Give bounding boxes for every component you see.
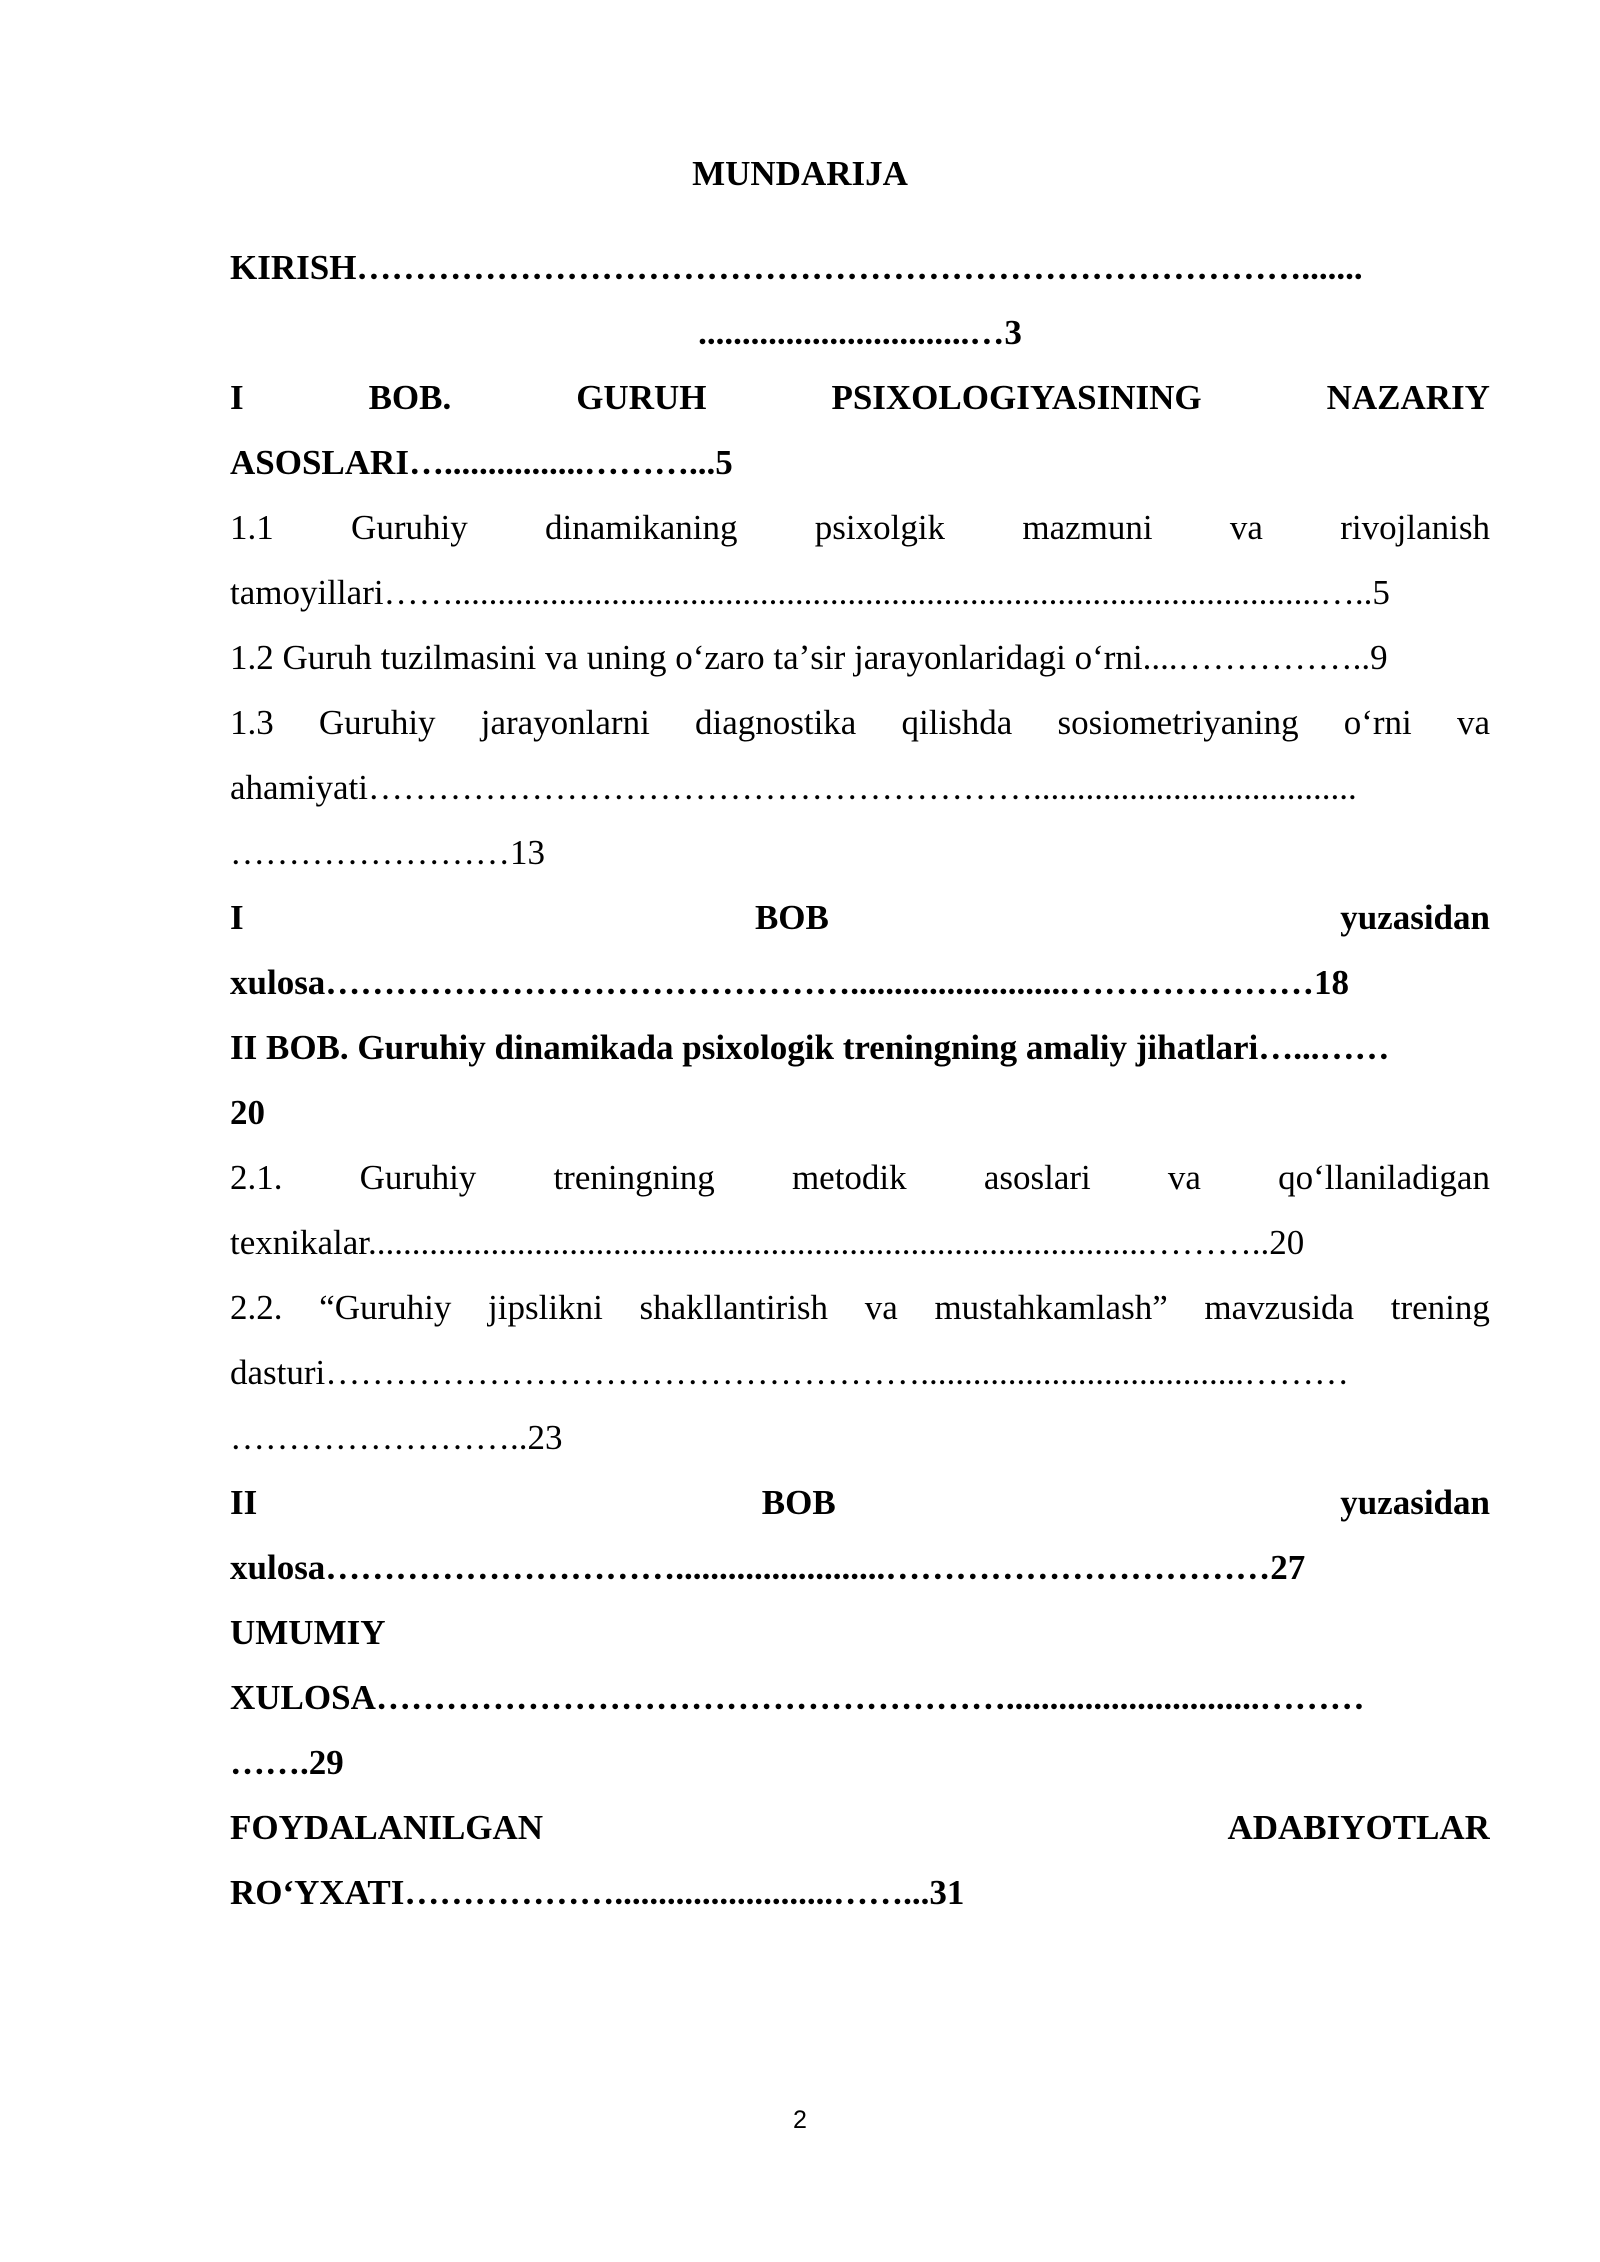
toc-word: I — [230, 378, 244, 417]
toc-entry-foydalanilgan — [230, 1795, 1490, 1860]
toc-word: “Guruhiy — [319, 1288, 452, 1327]
toc-word: BOB — [761, 1483, 836, 1522]
toc-word: FOYDALANILGAN — [230, 1808, 544, 1847]
toc-entry-bob2-page: 20 — [230, 1093, 265, 1132]
toc-word: va — [864, 1288, 898, 1327]
toc-entry-1-3-page: ……………………13 — [230, 833, 545, 872]
toc-word: va — [1456, 703, 1490, 742]
toc-entry-1-3 — [230, 690, 1490, 755]
toc-entry-bob1 — [230, 365, 1490, 430]
toc-word: oʻrni — [1343, 703, 1412, 742]
toc-word: mustahkamlash” — [934, 1288, 1168, 1327]
toc-entry-1-3-line2: ahamiyati…………………………………………………..................................... — [230, 768, 1357, 807]
toc-word: 2.1. — [230, 1158, 283, 1197]
toc-word: asoslari — [983, 1158, 1091, 1197]
toc-word: shakllantirish — [639, 1288, 829, 1327]
toc-word: jipslikni — [488, 1288, 603, 1327]
toc-entry-2-2 — [230, 1275, 1490, 1340]
toc-entry-kirish-page: ...............................…3 — [698, 313, 1022, 352]
toc-entry-bob1-page: ASOSLARI…................………...5 — [230, 443, 733, 482]
toc-entry-2-1-page: texnikalar.........................................................................................………..20 — [230, 1223, 1305, 1262]
toc-word: yuzasidan — [1340, 1483, 1490, 1522]
toc-word: II — [230, 1483, 258, 1522]
toc-word: mavzusida — [1204, 1288, 1355, 1327]
page-title: MUNDARIJA — [692, 154, 908, 193]
toc-word: diagnostika — [694, 703, 857, 742]
toc-entry-bob2: II BOB. Guruhiy dinamikada psixologik treningning amaliy jihatlari…...…… — [230, 1028, 1390, 1067]
toc-word: va — [1167, 1158, 1201, 1197]
toc-entry-2-2-line2: dasturi…………………………………………….....................................……… — [230, 1353, 1350, 1392]
toc-word: jarayonlarni — [480, 703, 650, 742]
toc-entry-umumiy-page: …….29 — [230, 1743, 344, 1782]
toc-word: BOB — [754, 898, 829, 937]
table-of-contents — [230, 235, 1490, 1925]
toc-word: 2.2. — [230, 1288, 283, 1327]
toc-word: Guruhiy — [318, 703, 436, 742]
toc-word: 1.1 — [230, 508, 274, 547]
toc-word: 1.3 — [230, 703, 274, 742]
toc-entry-bob2-xulosa — [230, 1470, 1490, 1535]
toc-word: yuzasidan — [1340, 898, 1490, 937]
toc-entry-1-2: 1.2 Guruh tuzilmasini va uning oʻzaro taʼsir jarayonlaridagi oʻrni....……………..9 — [230, 638, 1388, 677]
toc-word: dinamikaning — [545, 508, 738, 547]
toc-word: ADABIYOTLAR — [1227, 1808, 1490, 1847]
toc-entry-bob2-xulosa-page: xulosa…………………………........................……………………………27 — [230, 1548, 1306, 1587]
toc-word: rivojlanish — [1340, 508, 1490, 547]
toc-word: qilishda — [901, 703, 1013, 742]
toc-word: metodik — [791, 1158, 907, 1197]
toc-entry-2-1 — [230, 1145, 1490, 1210]
toc-word: BOB. — [368, 378, 452, 417]
toc-word: GURUH — [576, 378, 707, 417]
toc-word: treningning — [553, 1158, 715, 1197]
toc-word: va — [1229, 508, 1263, 547]
toc-entry-foydalanilgan-page: ROʻYXATI……………….........................……...31 — [230, 1873, 965, 1912]
toc-entry-umumiy: UMUMIY — [230, 1613, 386, 1652]
toc-word: NAZARIY — [1326, 378, 1490, 417]
toc-entry-bob1-xulosa — [230, 885, 1490, 950]
toc-word: psixolgik — [814, 508, 946, 547]
toc-word: qoʻllaniladigan — [1278, 1158, 1490, 1197]
toc-word: I — [230, 898, 244, 937]
toc-entry-2-2-page: ……………………..23 — [230, 1418, 563, 1457]
toc-word: Guruhiy — [351, 508, 468, 547]
toc-entry-kirish: KIRISH………………………………………………………………………....... — [230, 248, 1363, 287]
toc-word: trening — [1390, 1288, 1490, 1327]
toc-word: mazmuni — [1022, 508, 1153, 547]
toc-entry-1-1-page: tamoyillari……...................................................................................................…..5 — [230, 573, 1390, 612]
toc-word: PSIXOLOGIYASINING — [831, 378, 1202, 417]
toc-entry-1-1 — [230, 495, 1490, 560]
toc-entry-umumiy-line2: XULOSA……………………………………………….............................……… — [230, 1678, 1365, 1717]
page-number: 2 — [793, 2106, 807, 2134]
toc-word: Guruhiy — [359, 1158, 477, 1197]
toc-entry-bob1-xulosa-page: xulosa……………………………………….........................…………………18 — [230, 963, 1350, 1002]
toc-word: sosiometriyaning — [1057, 703, 1299, 742]
